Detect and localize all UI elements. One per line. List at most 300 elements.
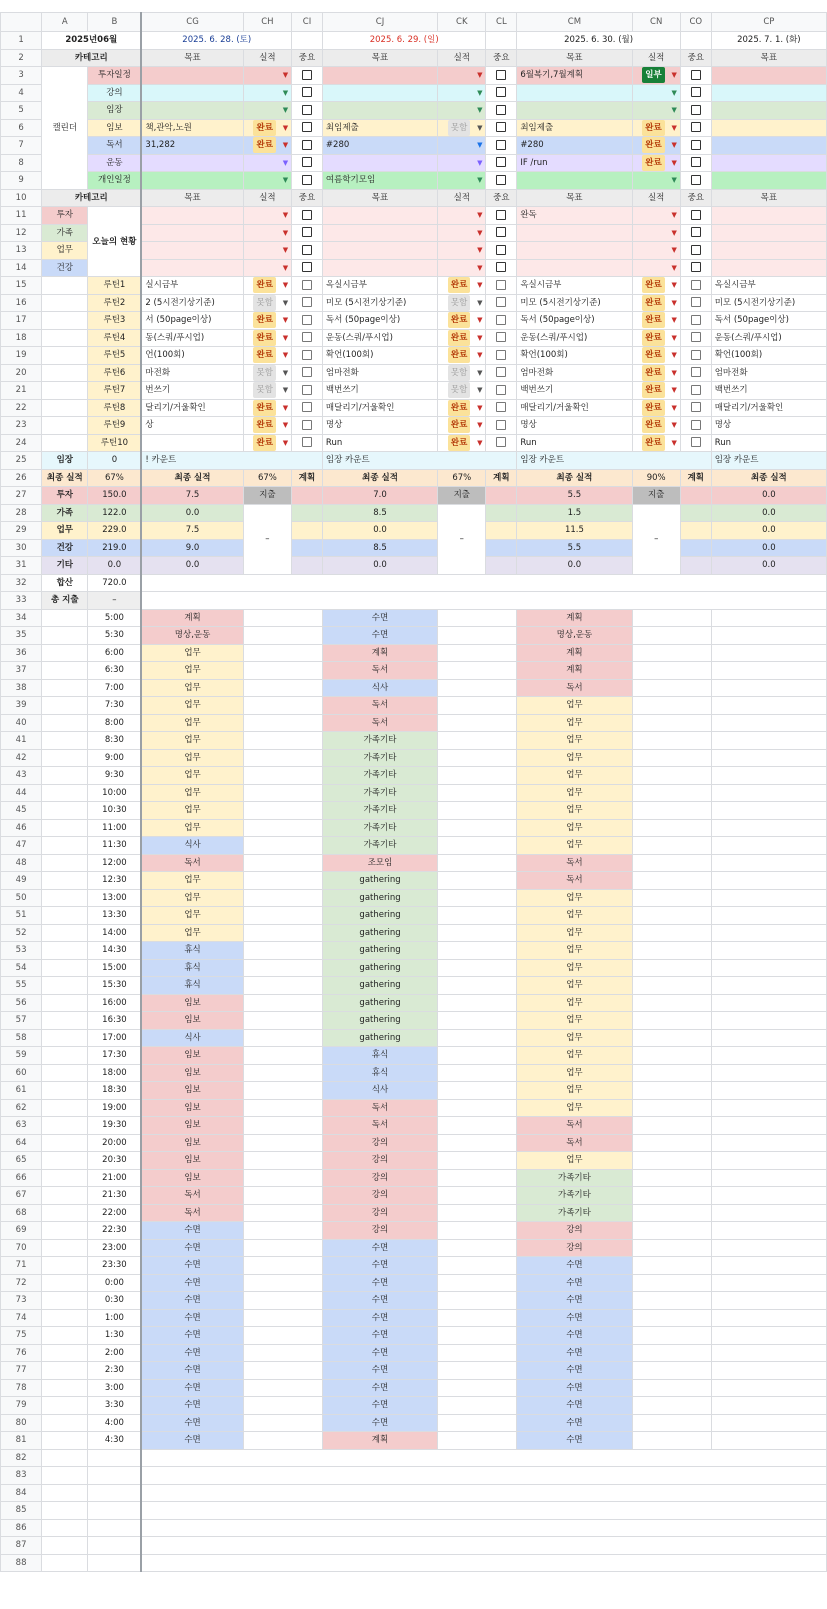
blank[interactable]: [438, 767, 517, 785]
dropdown-arrow-icon[interactable]: ▼: [671, 351, 677, 360]
schedule-cg[interactable]: 임보: [141, 1012, 243, 1030]
importance-checkbox-cell[interactable]: [292, 207, 323, 225]
importance-checkbox-cell[interactable]: [486, 137, 517, 155]
blank[interactable]: [632, 1222, 711, 1240]
schedule-cj[interactable]: 강의: [322, 1204, 437, 1222]
blank[interactable]: [711, 784, 826, 802]
blank[interactable]: [243, 1257, 322, 1275]
result-dropdown[interactable]: [438, 277, 486, 295]
checkbox[interactable]: [691, 70, 701, 80]
blank[interactable]: [243, 837, 322, 855]
blank[interactable]: [88, 1502, 141, 1520]
schedule-cj[interactable]: 휴식: [322, 1064, 437, 1082]
schedule-cg[interactable]: 수면: [141, 1274, 243, 1292]
blank[interactable]: [243, 1029, 322, 1047]
schedule-cm[interactable]: 독서: [517, 1117, 632, 1135]
checkbox[interactable]: [496, 297, 506, 307]
blank[interactable]: [680, 487, 711, 505]
status-chip[interactable]: 못함: [448, 365, 470, 381]
blank[interactable]: [438, 1169, 517, 1187]
checkbox[interactable]: [302, 70, 312, 80]
blank[interactable]: [632, 1047, 711, 1065]
dropdown-arrow-icon[interactable]: ▼: [477, 421, 483, 430]
blank[interactable]: [632, 977, 711, 995]
schedule-cg[interactable]: 식사: [141, 837, 243, 855]
blank[interactable]: [711, 1117, 826, 1135]
final-cm[interactable]: 0.0: [517, 557, 632, 575]
schedule-cj[interactable]: gathering: [322, 959, 437, 977]
result-dropdown[interactable]: [243, 312, 291, 330]
dropdown-arrow-icon[interactable]: ▼: [477, 368, 483, 377]
month-title[interactable]: 2025년06월: [42, 32, 142, 50]
blank[interactable]: [243, 942, 322, 960]
schedule-cm[interactable]: 업무: [517, 1082, 632, 1100]
status-chip[interactable]: 완료: [253, 277, 275, 293]
status-chip[interactable]: 완료: [253, 330, 275, 346]
goal-cj[interactable]: [322, 242, 437, 260]
result-dropdown[interactable]: [632, 329, 680, 347]
blank[interactable]: [243, 977, 322, 995]
blank[interactable]: [243, 1239, 322, 1257]
result-dropdown[interactable]: [438, 224, 486, 242]
blank[interactable]: [243, 1309, 322, 1327]
goal-cp[interactable]: [711, 259, 826, 277]
result-dropdown[interactable]: [438, 119, 486, 137]
importance-checkbox-cell[interactable]: [680, 294, 711, 312]
checkbox[interactable]: [302, 437, 312, 447]
blank[interactable]: [632, 889, 711, 907]
schedule-cm[interactable]: 업무: [517, 1152, 632, 1170]
sum-value[interactable]: 720.0: [88, 574, 141, 592]
importance-checkbox-cell[interactable]: [292, 84, 323, 102]
checkbox[interactable]: [691, 140, 701, 150]
blank[interactable]: [243, 819, 322, 837]
final-header-cp[interactable]: 최종 실적: [711, 469, 826, 487]
schedule-cg[interactable]: 독서: [141, 1187, 243, 1205]
status-chip[interactable]: 완료: [253, 347, 275, 363]
schedule-cj[interactable]: 수면: [322, 1309, 437, 1327]
routine-cj[interactable]: 엄마전화: [322, 364, 437, 382]
blank[interactable]: [292, 557, 323, 575]
checkbox[interactable]: [691, 385, 701, 395]
schedule-cg[interactable]: 수면: [141, 1309, 243, 1327]
dash-ch[interactable]: –: [243, 504, 291, 574]
blank[interactable]: [141, 1449, 826, 1467]
blank[interactable]: [292, 32, 323, 50]
checkbox[interactable]: [496, 227, 506, 237]
blank[interactable]: [243, 1047, 322, 1065]
importance-checkbox-cell[interactable]: [486, 119, 517, 137]
status-chip[interactable]: 완료: [642, 435, 664, 451]
blank[interactable]: [632, 1152, 711, 1170]
blank[interactable]: [243, 1012, 322, 1030]
result-dropdown[interactable]: [243, 242, 291, 260]
final-b[interactable]: 219.0: [88, 539, 141, 557]
blank[interactable]: [141, 574, 826, 592]
goal-header[interactable]: 목표: [141, 49, 243, 67]
checkbox[interactable]: [302, 367, 312, 377]
result-header[interactable]: 실적: [243, 49, 291, 67]
schedule-cg[interactable]: 수면: [141, 1379, 243, 1397]
routine-cp[interactable]: 백번쓰기: [711, 382, 826, 400]
importance-checkbox-cell[interactable]: [292, 102, 323, 120]
routine-cm[interactable]: 백번쓰기: [517, 382, 632, 400]
blank[interactable]: [711, 994, 826, 1012]
result-dropdown[interactable]: [632, 172, 680, 190]
schedule-cg[interactable]: 명상,운동: [141, 627, 243, 645]
dropdown-arrow-icon[interactable]: ▼: [477, 263, 483, 272]
checkbox[interactable]: [302, 332, 312, 342]
dropdown-arrow-icon[interactable]: ▼: [671, 281, 677, 290]
blank[interactable]: [711, 854, 826, 872]
blank[interactable]: [438, 714, 517, 732]
checkbox[interactable]: [302, 350, 312, 360]
checkbox[interactable]: [691, 437, 701, 447]
routine-cg[interactable]: 달리기/거울확인: [141, 399, 243, 417]
result-dropdown[interactable]: [438, 347, 486, 365]
blank[interactable]: [711, 942, 826, 960]
goal-cj[interactable]: 여름학기모임: [322, 172, 437, 190]
blank[interactable]: [711, 1047, 826, 1065]
schedule-cj[interactable]: 수면: [322, 1379, 437, 1397]
schedule-cj[interactable]: 수면: [322, 1397, 437, 1415]
routine-cj[interactable]: 매달리기/거울확인: [322, 399, 437, 417]
schedule-cg[interactable]: 수면: [141, 1327, 243, 1345]
blank[interactable]: [243, 1187, 322, 1205]
importance-checkbox-cell[interactable]: [486, 434, 517, 452]
schedule-cg[interactable]: 임보: [141, 1064, 243, 1082]
importance-checkbox-cell[interactable]: [292, 417, 323, 435]
schedule-cm[interactable]: 수면: [517, 1292, 632, 1310]
blank[interactable]: [632, 924, 711, 942]
result-dropdown[interactable]: [632, 224, 680, 242]
blank[interactable]: [438, 1362, 517, 1380]
blank[interactable]: [680, 539, 711, 557]
final-cg[interactable]: 9.0: [141, 539, 243, 557]
blank[interactable]: [243, 907, 322, 925]
schedule-cg[interactable]: 업무: [141, 907, 243, 925]
imjang-cm[interactable]: 임장 카운트: [517, 452, 711, 470]
blank[interactable]: [486, 32, 517, 50]
dropdown-arrow-icon[interactable]: ▼: [282, 421, 289, 430]
routine-cm[interactable]: 매달리기/거울확인: [517, 399, 632, 417]
result-dropdown[interactable]: [243, 364, 291, 382]
blank[interactable]: [711, 662, 826, 680]
blank[interactable]: [711, 1362, 826, 1380]
blank[interactable]: [243, 1344, 322, 1362]
routine-cj[interactable]: 백번쓰기: [322, 382, 437, 400]
goal-header[interactable]: 목표: [517, 189, 632, 207]
schedule-cj[interactable]: 강의: [322, 1187, 437, 1205]
dropdown-arrow-icon[interactable]: ▼: [671, 438, 677, 447]
dropdown-arrow-icon[interactable]: ▼: [671, 211, 677, 220]
blank[interactable]: [243, 1379, 322, 1397]
schedule-cm[interactable]: 업무: [517, 767, 632, 785]
result-dropdown[interactable]: [632, 207, 680, 225]
checkbox[interactable]: [691, 210, 701, 220]
column-header-cj[interactable]: CJ: [322, 13, 437, 32]
schedule-cm[interactable]: 업무: [517, 819, 632, 837]
blank[interactable]: [292, 539, 323, 557]
result-dropdown[interactable]: [632, 259, 680, 277]
blank[interactable]: [486, 557, 517, 575]
blank[interactable]: [711, 1397, 826, 1415]
blank[interactable]: [680, 504, 711, 522]
blank[interactable]: [88, 1537, 141, 1555]
schedule-cj[interactable]: 가족기타: [322, 749, 437, 767]
checkbox[interactable]: [691, 402, 701, 412]
checkbox[interactable]: [302, 140, 312, 150]
routine-cg[interactable]: 동(스쿼/푸시업): [141, 329, 243, 347]
blank[interactable]: [711, 1134, 826, 1152]
blank[interactable]: [632, 1169, 711, 1187]
importance-checkbox-cell[interactable]: [680, 224, 711, 242]
routine-cg[interactable]: 번쓰기: [141, 382, 243, 400]
routine-cj[interactable]: 명상: [322, 417, 437, 435]
routine-cj[interactable]: 옥실시금부: [322, 277, 437, 295]
checkbox[interactable]: [302, 105, 312, 115]
blank[interactable]: [632, 1082, 711, 1100]
result-dropdown[interactable]: [243, 434, 291, 452]
pct-ck[interactable]: 67%: [438, 469, 486, 487]
blank[interactable]: [632, 1309, 711, 1327]
schedule-cm[interactable]: 업무: [517, 784, 632, 802]
importance-checkbox-cell[interactable]: [486, 277, 517, 295]
schedule-cj[interactable]: 강의: [322, 1152, 437, 1170]
blank[interactable]: [632, 1414, 711, 1432]
goal-header[interactable]: 목표: [711, 189, 826, 207]
importance-checkbox-cell[interactable]: [486, 224, 517, 242]
blank[interactable]: [711, 802, 826, 820]
status-chip[interactable]: 완료: [642, 347, 664, 363]
routine-cg[interactable]: 언(100회): [141, 347, 243, 365]
checkbox[interactable]: [691, 227, 701, 237]
importance-checkbox-cell[interactable]: [486, 102, 517, 120]
result-header[interactable]: 실적: [438, 189, 486, 207]
goal-header[interactable]: 목표: [322, 189, 437, 207]
routine-cm[interactable]: Run: [517, 434, 632, 452]
checkbox[interactable]: [496, 367, 506, 377]
blank[interactable]: [438, 977, 517, 995]
blank[interactable]: [438, 784, 517, 802]
total-spend-value[interactable]: –: [88, 592, 141, 610]
blank[interactable]: [88, 1467, 141, 1485]
blank[interactable]: [243, 1327, 322, 1345]
dropdown-arrow-icon[interactable]: ▼: [671, 403, 677, 412]
goal-cm[interactable]: [517, 172, 632, 190]
schedule-cj[interactable]: gathering: [322, 889, 437, 907]
routine-cp[interactable]: 옥실시금부: [711, 277, 826, 295]
blank[interactable]: [711, 1099, 826, 1117]
blank[interactable]: [632, 802, 711, 820]
dropdown-arrow-icon[interactable]: ▼: [671, 228, 677, 237]
result-dropdown[interactable]: [243, 382, 291, 400]
blank[interactable]: [438, 1134, 517, 1152]
blank[interactable]: [438, 942, 517, 960]
result-dropdown[interactable]: [438, 417, 486, 435]
routine-cm[interactable]: 확언(100회): [517, 347, 632, 365]
category-header[interactable]: 카테고리: [42, 49, 142, 67]
status-chip[interactable]: 완료: [448, 347, 470, 363]
blank[interactable]: [438, 1047, 517, 1065]
goal-cg[interactable]: [141, 172, 243, 190]
checkbox[interactable]: [302, 297, 312, 307]
blank[interactable]: [243, 662, 322, 680]
goal-cp[interactable]: [711, 102, 826, 120]
importance-checkbox-cell[interactable]: [292, 172, 323, 190]
checkbox[interactable]: [691, 315, 701, 325]
goal-header[interactable]: 목표: [517, 49, 632, 67]
goal-cj[interactable]: [322, 154, 437, 172]
blank[interactable]: [632, 1327, 711, 1345]
blank[interactable]: [632, 627, 711, 645]
dropdown-arrow-icon[interactable]: ▼: [477, 403, 483, 412]
checkbox[interactable]: [302, 262, 312, 272]
schedule-cg[interactable]: 업무: [141, 924, 243, 942]
schedule-cj[interactable]: 식사: [322, 1082, 437, 1100]
dropdown-arrow-icon[interactable]: ▼: [477, 351, 483, 360]
blank[interactable]: [711, 1327, 826, 1345]
routine-cg[interactable]: 상: [141, 417, 243, 435]
importance-checkbox-cell[interactable]: [680, 399, 711, 417]
blank[interactable]: [632, 767, 711, 785]
blank[interactable]: [438, 1274, 517, 1292]
dropdown-arrow-icon[interactable]: ▼: [671, 141, 677, 150]
checkbox[interactable]: [691, 332, 701, 342]
blank[interactable]: [711, 1029, 826, 1047]
goal-cj[interactable]: 최임제출: [322, 119, 437, 137]
goal-cm[interactable]: [517, 259, 632, 277]
schedule-cm[interactable]: 독서: [517, 854, 632, 872]
column-header-cg[interactable]: CG: [141, 13, 243, 32]
blank[interactable]: [632, 784, 711, 802]
importance-checkbox-cell[interactable]: [486, 259, 517, 277]
result-dropdown[interactable]: [632, 119, 680, 137]
final-cg[interactable]: 0.0: [141, 557, 243, 575]
checkbox[interactable]: [302, 227, 312, 237]
blank[interactable]: [292, 504, 323, 522]
goal-cm[interactable]: 6월복기,7월계획: [517, 67, 632, 85]
final-header-cg[interactable]: 최종 실적: [141, 469, 243, 487]
checkbox[interactable]: [691, 122, 701, 132]
blank[interactable]: [438, 662, 517, 680]
routine-cp[interactable]: Run: [711, 434, 826, 452]
blank[interactable]: [438, 802, 517, 820]
result-dropdown[interactable]: [243, 172, 291, 190]
blank[interactable]: [711, 1012, 826, 1030]
blank[interactable]: [243, 767, 322, 785]
final-cp[interactable]: 0.0: [711, 557, 826, 575]
schedule-cj[interactable]: 수면: [322, 609, 437, 627]
status-chip[interactable]: 못함: [448, 295, 470, 311]
result-dropdown[interactable]: [243, 224, 291, 242]
result-dropdown[interactable]: [632, 364, 680, 382]
result-header[interactable]: 실적: [243, 189, 291, 207]
status-chip[interactable]: 못함: [448, 382, 470, 398]
dropdown-arrow-icon[interactable]: ▼: [282, 158, 289, 167]
final-header-cm[interactable]: 최종 실적: [517, 469, 632, 487]
schedule-cj[interactable]: gathering: [322, 977, 437, 995]
blank[interactable]: [243, 784, 322, 802]
checkbox[interactable]: [496, 245, 506, 255]
status-chip[interactable]: 완료: [448, 312, 470, 328]
importance-checkbox-cell[interactable]: [680, 417, 711, 435]
importance-checkbox-cell[interactable]: [680, 137, 711, 155]
schedule-cm[interactable]: 업무: [517, 907, 632, 925]
checkbox[interactable]: [496, 332, 506, 342]
schedule-cg[interactable]: 임보: [141, 1169, 243, 1187]
schedule-cm[interactable]: 업무: [517, 959, 632, 977]
goal-cg[interactable]: [141, 84, 243, 102]
importance-checkbox-cell[interactable]: [292, 382, 323, 400]
column-header-b[interactable]: B: [88, 13, 141, 32]
dropdown-arrow-icon[interactable]: ▼: [282, 263, 289, 272]
checkbox[interactable]: [496, 315, 506, 325]
schedule-cm[interactable]: 수면: [517, 1274, 632, 1292]
checkbox[interactable]: [302, 157, 312, 167]
importance-checkbox-cell[interactable]: [486, 417, 517, 435]
status-chip[interactable]: 완료: [642, 400, 664, 416]
blank[interactable]: [243, 1274, 322, 1292]
blank[interactable]: [141, 1519, 826, 1537]
plan-cl[interactable]: 계획: [486, 469, 517, 487]
schedule-cm[interactable]: 업무: [517, 994, 632, 1012]
dropdown-arrow-icon[interactable]: ▼: [282, 211, 289, 220]
importance-checkbox-cell[interactable]: [292, 67, 323, 85]
blank[interactable]: [632, 1239, 711, 1257]
schedule-cg[interactable]: 업무: [141, 767, 243, 785]
goal-cg[interactable]: [141, 154, 243, 172]
blank[interactable]: [42, 1537, 88, 1555]
blank[interactable]: [243, 924, 322, 942]
checkbox[interactable]: [302, 420, 312, 430]
importance-checkbox-cell[interactable]: [680, 277, 711, 295]
blank[interactable]: [438, 924, 517, 942]
result-dropdown[interactable]: [632, 102, 680, 120]
routine-cg[interactable]: 서 (50page이상): [141, 312, 243, 330]
goal-cp[interactable]: [711, 172, 826, 190]
blank[interactable]: [141, 1467, 826, 1485]
blank[interactable]: [438, 609, 517, 627]
dropdown-arrow-icon[interactable]: ▼: [282, 123, 289, 132]
importance-checkbox-cell[interactable]: [292, 259, 323, 277]
final-cg[interactable]: 7.5: [141, 522, 243, 540]
schedule-cm[interactable]: 수면: [517, 1309, 632, 1327]
blank[interactable]: [632, 872, 711, 890]
blank[interactable]: [486, 487, 517, 505]
blank[interactable]: [438, 1012, 517, 1030]
result-dropdown[interactable]: [243, 417, 291, 435]
blank[interactable]: [438, 907, 517, 925]
importance-checkbox-cell[interactable]: [680, 242, 711, 260]
checkbox[interactable]: [691, 245, 701, 255]
result-dropdown[interactable]: [632, 434, 680, 452]
result-dropdown[interactable]: [243, 154, 291, 172]
result-dropdown[interactable]: [243, 294, 291, 312]
blank[interactable]: [42, 1467, 88, 1485]
dropdown-arrow-icon[interactable]: ▼: [671, 316, 677, 325]
final-b[interactable]: 0.0: [88, 557, 141, 575]
schedule-cm[interactable]: 수면: [517, 1257, 632, 1275]
result-dropdown[interactable]: [438, 207, 486, 225]
routine-cp[interactable]: 독서 (50page이상): [711, 312, 826, 330]
result-dropdown[interactable]: [243, 84, 291, 102]
schedule-cg[interactable]: 휴식: [141, 942, 243, 960]
blank[interactable]: [438, 679, 517, 697]
category-header[interactable]: 카테고리: [42, 189, 142, 207]
routine-cj[interactable]: 운동(스쿼/푸시업): [322, 329, 437, 347]
blank[interactable]: [243, 1292, 322, 1310]
